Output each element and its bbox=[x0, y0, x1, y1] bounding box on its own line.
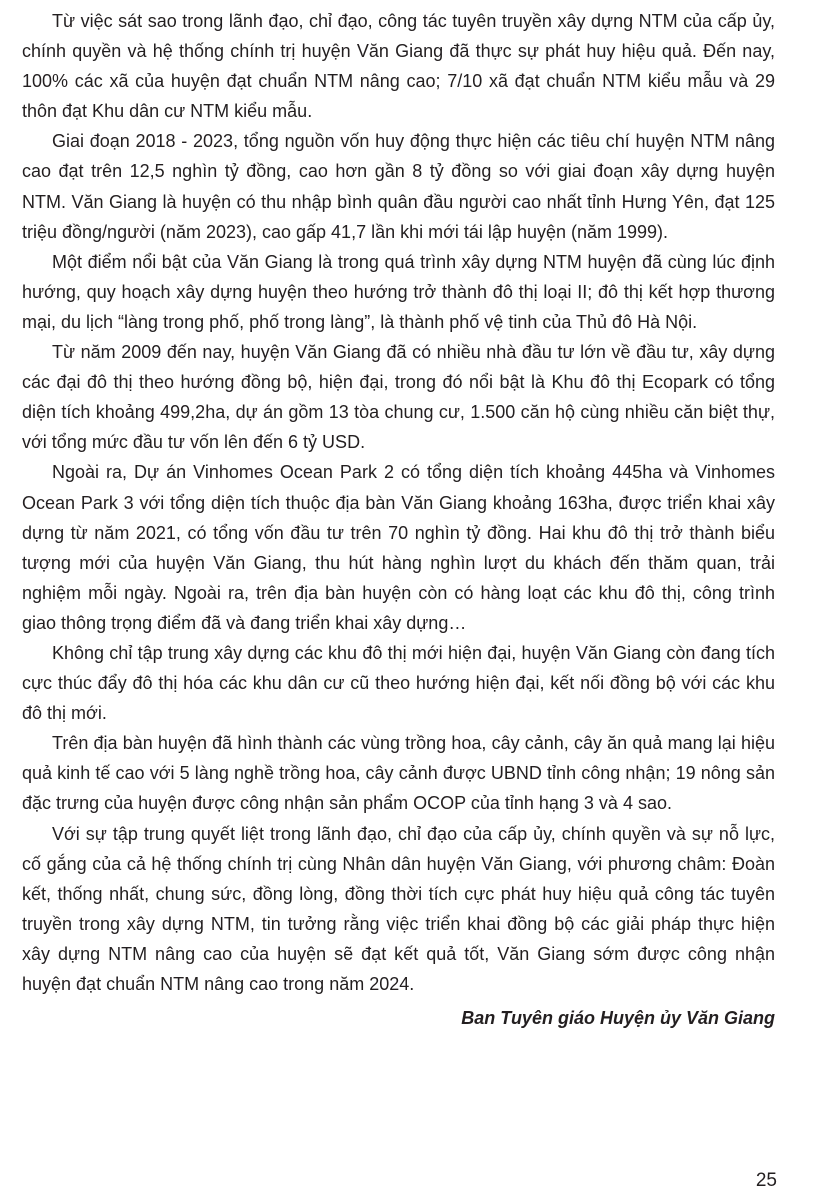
article-body bbox=[22, 6, 775, 1033]
author-signature: Ban Tuyên giáo Huyện ủy Văn Giang bbox=[461, 1008, 775, 1029]
paragraph-6: Không chỉ tập trung xây dựng các khu đô thị mới hiện đại, huyện Văn Giang còn đang tích cực thúc đẩy đô thị hóa các khu dân cư cũ theo hướng hiện đại, kết nối đồng bộ với các khu đô thị mới. bbox=[22, 642, 775, 724]
paragraph-3: Một điểm nổi bật của Văn Giang là trong quá trình xây dựng NTM huyện đã cùng lúc định hướng, quy hoạch xây dựng huyện theo hướng trở thành đô thị loại II; đô thị kết hợp thương mại, du lịch “làng trong phố, phố trong làng”, là thành phố vệ tinh của Thủ đô Hà Nội. bbox=[22, 251, 775, 332]
paragraph-2: Giai đoạn 2018 - 2023, tổng nguồn vốn huy động thực hiện các tiêu chí huyện NTM nâng cao đạt trên 12,5 nghìn tỷ đồng, cao hơn gần 8 tỷ đồng so với giai đoạn xây dựng huyện NTM. Văn Giang là huyện có thu nhập bình quân đầu người cao nhất tỉnh Hưng Yên, đạt 125 triệu đồng/người (năm 2023), cao gấp 41,7 lần khi mới tái lập huyện (năm 1999). bbox=[22, 131, 775, 242]
paragraph-1: Từ việc sát sao trong lãnh đạo, chỉ đạo, công tác tuyên truyền xây dựng NTM của cấp ủy, chính quyền và hệ thống chính trị huyện Văn Giang đã thực sự phát huy hiệu quả. Đến nay, 100% các xã của huyện đạt chuẩn NTM nâng cao; 7/10 xã đạt chuẩn NTM kiểu mẫu và 29 thôn đạt Khu dân cư NTM kiểu mẫu. bbox=[22, 11, 775, 122]
page-number: 25 bbox=[755, 1170, 777, 1191]
paragraph-7: Trên địa bàn huyện đã hình thành các vùng trồng hoa, cây cảnh, cây ăn quả mang lại hiệu quả kinh tế cao với 5 làng nghề trồng hoa, cây cảnh được UBND tỉnh công nhận; 19 nông sản đặc trưng của huyện được công nhận sản phẩm OCOP của tỉnh hạng 3 và 4 sao. bbox=[22, 733, 775, 814]
paragraph-4: Từ năm 2009 đến nay, huyện Văn Giang đã có nhiều nhà đầu tư lớn về đầu tư, xây dựng các đại đô thị theo hướng đồng bộ, hiện đại, trong đó nổi bật là Khu đô thị Ecopark có tổng diện tích khoảng 499,2ha, dự án gồm 13 tòa chung cư, 1.500 căn hộ cùng nhiều căn biệt thự, với tổng mức đầu tư vốn lên đến 6 tỷ USD. bbox=[22, 342, 775, 453]
paragraph-5: Ngoài ra, Dự án Vinhomes Ocean Park 2 có tổng diện tích khoảng 445ha và Vinhomes Ocean Park 3 với tổng diện tích thuộc địa bàn Văn Giang khoảng 163ha, được triển khai xây dựng từ năm 2021, có tổng vốn đầu tư trên 70 nghìn tỷ đồng. Hai khu đô thị trở thành biểu tượng mới của huyện Văn Giang, thu hút hàng nghìn lượt du khách đến thăm quan, trải nghiệm mỗi ngày. Ngoài ra, trên địa bàn huyện còn có hàng loạt các khu đô thị, công trình giao thông trọng điểm đã và đang triển khai xây dựng… bbox=[22, 462, 775, 633]
paragraph-8: Với sự tập trung quyết liệt trong lãnh đạo, chỉ đạo của cấp ủy, chính quyền và sự nỗ lực, cố gắng của cả hệ thống chính trị cùng Nhân dân huyện Văn Giang, với phương châm: Đoàn kết, thống nhất, chung sức, đồng lòng, đồng thời tích cực phát huy hiệu quả công tác tuyên truyền trong xây dựng NTM, tin tưởng rằng việc triển khai đồng bộ các giải pháp thực hiện xây dựng NTM nâng cao của huyện sẽ đạt kết quả tốt, Văn Giang sớm được công nhận huyện đạt chuẩn NTM nâng cao trong năm 2024. bbox=[22, 823, 775, 994]
